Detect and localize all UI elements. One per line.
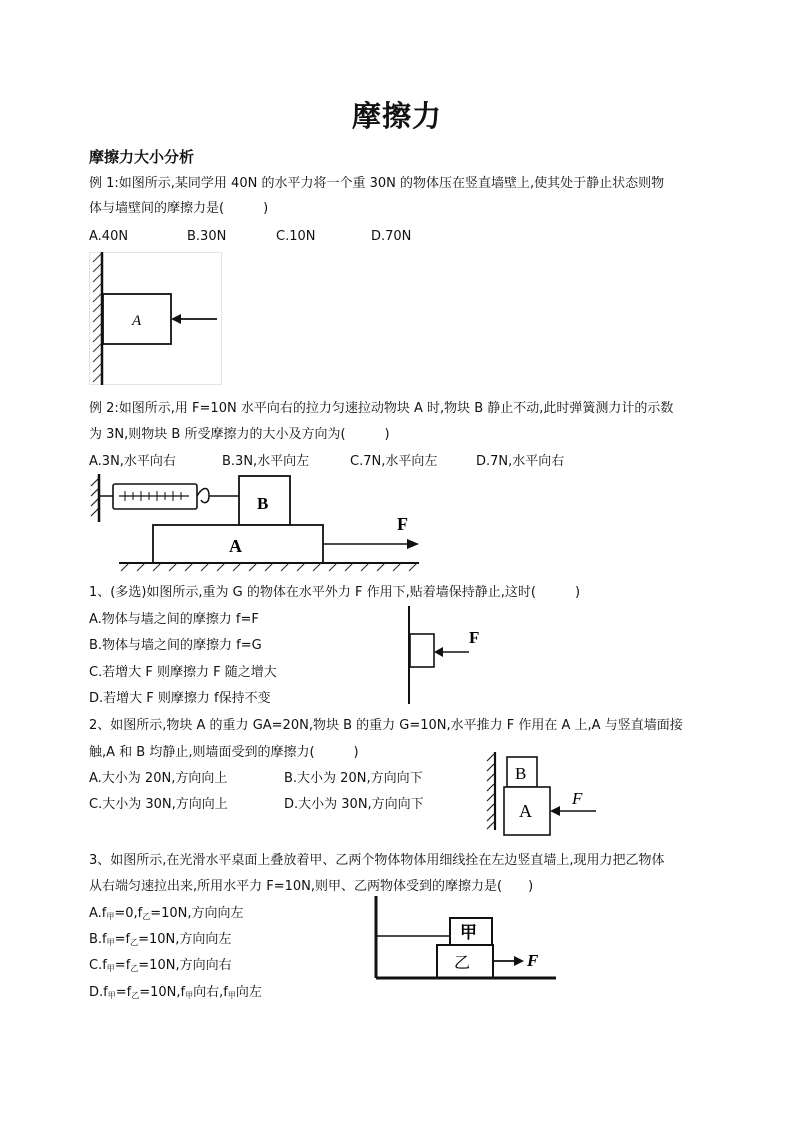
ex1-option-d: D.70N	[371, 229, 412, 244]
force-arrow-icon	[550, 806, 560, 816]
ex2-stem-line1: 例 2:如图所示,用 F=10N 水平向右的拉力匀速拉动物块 A 时,物块 B 静止不动,此时弹簧测力计的示数	[89, 401, 674, 416]
q1-option-c: C.若增大 F 则摩擦力 F 随之增大	[89, 665, 277, 680]
ex2-figure	[89, 472, 423, 576]
section-heading: 摩擦力大小分析	[89, 148, 195, 166]
ex2-option-d: D.7N,水平向右	[476, 454, 565, 469]
page-title: 摩擦力	[351, 99, 442, 133]
q3-block-jia-label: 甲	[460, 923, 477, 942]
ex1-stem-line2: 体与墙壁间的摩擦力是( )	[89, 201, 269, 216]
q2-option-c: C.大小为 30N,方向向上	[89, 797, 228, 812]
force-arrow-icon	[171, 314, 181, 324]
q3-figure	[370, 896, 560, 984]
ex1-option-b: B.30N	[187, 229, 227, 244]
q3-option-c: $C.f_甲=f_乙=10N$,方向向右	[89, 958, 232, 973]
q3-option-b: $B.f_甲=f_乙=10N$,方向向左	[89, 932, 232, 947]
q3-block-yi-label: 乙	[454, 955, 471, 972]
q2-block-b-label: B	[515, 764, 527, 783]
force-arrow-icon	[514, 956, 524, 966]
q1-option-a: A.物体与墙之间的摩擦力 f=F	[89, 612, 259, 627]
ex2-stem-line2: 为 3N,则物块 B 所受摩擦力的大小及方向为( )	[89, 427, 390, 442]
q3-stem-line2: 从右端匀速拉出来,所用水平力 F=10N,则甲、乙两物体受到的摩擦力是( )	[89, 879, 534, 894]
ex2-block-a-label: A	[229, 536, 242, 556]
q1-force-label: F	[469, 628, 480, 647]
q1-option-d: D.若增大 F 则摩擦力 f保持不变	[89, 691, 271, 706]
ex1-stem-line1: 例 1:如图所示,某同学用 40N 的水平力将一个重 30N 的物体压在竖直墙壁上,使其处于静止状态则物	[89, 176, 665, 191]
ex2-option-a: A.3N,水平向右	[89, 454, 176, 469]
q1-stem: 1、(多选)如图所示,重为 G 的物体在水平外力 F 作用下,贴着墙保持静止,这时( )	[89, 585, 581, 600]
ex2-block-b-label: B	[257, 494, 269, 513]
ex1-option-a: A.40N	[89, 229, 129, 244]
q3-option-a: $A.f_甲=0,f_乙=10N$,方向向左	[89, 906, 244, 921]
q1-option-b: B.物体与墙之间的摩擦力 f=G	[89, 638, 262, 653]
q2-block-a-label: A	[519, 801, 532, 821]
q2-option-d: D.大小为 30N,方向向下	[284, 797, 424, 812]
force-arrow-icon	[434, 647, 443, 657]
q2-figure	[484, 752, 604, 830]
ex1-figure	[89, 252, 223, 385]
ex1-option-c: C.10N	[276, 229, 316, 244]
q2-force-label: F	[572, 789, 583, 808]
ex1-block-label: A	[132, 313, 142, 329]
q3-stem-line1: 3、如图所示,在光滑水平桌面上叠放着甲、乙两个物体物体用细线拴在左边竖直墙上,现用力把乙物体	[89, 853, 665, 868]
q2-stem-line2: 触,A 和 B 均静止,则墙面受到的摩擦力( )	[89, 745, 359, 760]
ex2-force-label: F	[397, 514, 408, 534]
ex2-option-b: B.3N,水平向左	[222, 454, 310, 469]
q1-figure	[405, 606, 490, 706]
q2-option-a: A.大小为 20N,方向向上	[89, 771, 228, 786]
q2-stem-line1: 2、如图所示,物块 A 的重力 GA=20N,物块 B 的重力 G=10N,水平推力 F 作用在 A 上,A 与竖直墙面接	[89, 718, 683, 733]
q3-option-d: $D.f_甲=f_乙=10N,f_甲$向右$,f_甲$向左	[89, 985, 262, 1000]
ex2-option-c: C.7N,水平向左	[350, 454, 438, 469]
q3-force-label: F	[527, 951, 539, 970]
force-arrow-icon	[407, 539, 419, 549]
q2-option-b: B.大小为 20N,方向向下	[284, 771, 423, 786]
